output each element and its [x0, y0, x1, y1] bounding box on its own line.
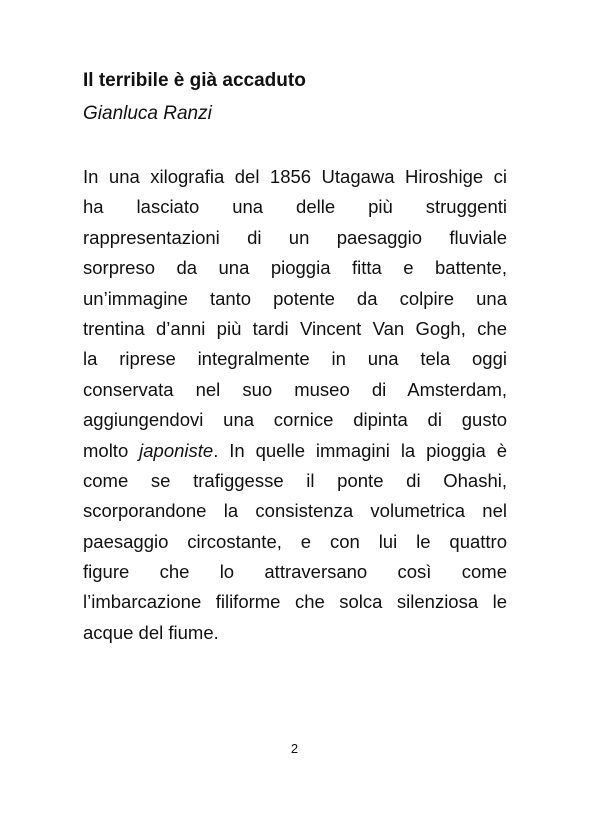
paragraph-line: aggiungendovi una cornice dipinta di gusto [83, 409, 507, 431]
paragraph-line: ha lasciato una delle più struggenti [83, 196, 507, 218]
document-author: Gianluca Ranzi [83, 103, 212, 124]
paragraph-line: figure che lo attraversano così come [83, 561, 507, 583]
paragraph-line: conservata nel suo museo di Amsterdam, [83, 378, 507, 400]
paragraph-line: scorporandone la consistenza volumetrica nel [83, 500, 507, 522]
paragraph-line: sorpreso da una pioggia fitta e battente, [83, 257, 507, 279]
paragraph-line: l’imbarcazione filiforme che solca silenziosa le [83, 591, 507, 613]
paragraph-line: paesaggio circostante, e con lui le quattro [83, 530, 507, 552]
paragraph-line [83, 436, 507, 466]
italic-term: japoniste [139, 439, 214, 461]
line-text-prefix: molto [83, 439, 140, 461]
paragraph-line: la riprese integralmente in una tela oggi [83, 348, 507, 370]
paragraph-line: come se trafiggesse il ponte di Ohashi, [83, 469, 507, 491]
paragraph-line: trentina d’anni più tardi Vincent Van Gogh, che [83, 317, 507, 339]
line-text-suffix: . In quelle immagini la pioggia è [213, 439, 507, 461]
paragraph-line: acque del fiume. [83, 621, 219, 643]
paragraph-line: rappresentazioni di un paesaggio fluviale [83, 226, 507, 248]
page-number: 2 [290, 741, 299, 756]
paragraph-line: In una xilografia del 1856 Utagawa Hiroshige ci [83, 166, 507, 187]
document-title: Il terribile è già accaduto [83, 70, 306, 91]
body-paragraph [83, 162, 507, 648]
paragraph-line: un’immagine tanto potente da colpire una [83, 287, 507, 309]
